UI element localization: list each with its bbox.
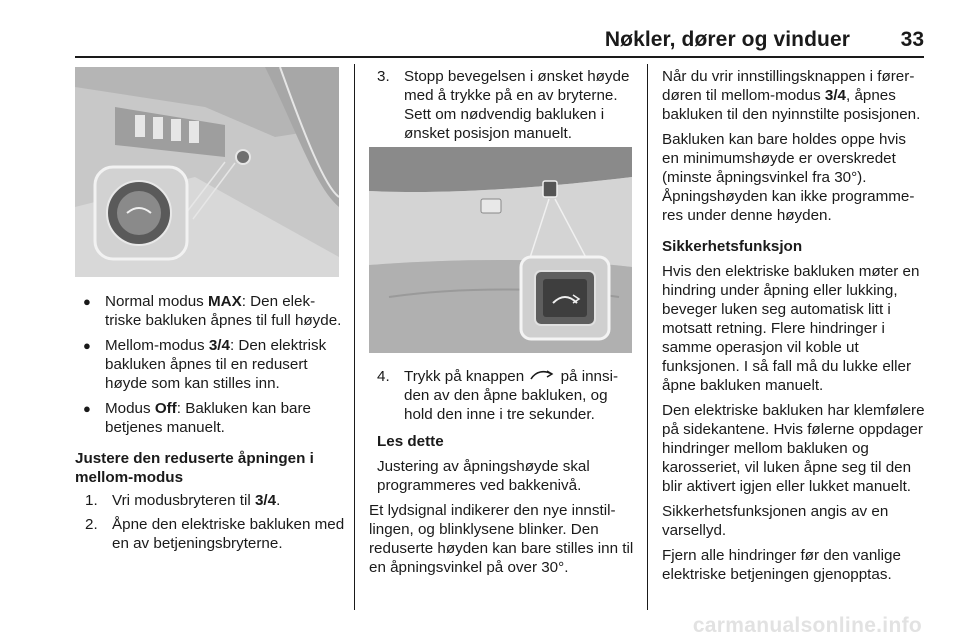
bullet-text: Modus xyxy=(105,400,155,417)
step-text: på innsiden av den åpne bakluken, og hold den inne i tre sekunder. xyxy=(404,368,619,424)
page-header-title: Nøkler, dører og vinduer xyxy=(604,28,850,51)
bullet-bold: MAX xyxy=(207,293,242,310)
note-text: Justering av åpningshøyde skal programmeres ved bakkenivå. xyxy=(377,458,590,495)
bullet-dot: ● xyxy=(83,294,91,309)
tailgate-symbol-icon xyxy=(530,367,554,386)
step-number: 3. xyxy=(377,68,390,85)
door-switch-drawing xyxy=(75,67,339,277)
column-divider xyxy=(354,64,355,610)
bullet-item xyxy=(75,292,345,330)
note-box xyxy=(377,432,637,495)
step-text: Vri modusbryteren til xyxy=(112,492,255,509)
tailgate-drawing xyxy=(369,147,632,353)
section-heading: Justere den reduserte åpningen i mellom-modus xyxy=(75,450,314,486)
bullet-item xyxy=(75,336,345,393)
column-1 xyxy=(75,292,345,558)
paragraph: Et lydsignal indikerer den nye innstillingen, og blinklysene blinker. Den reduserte høyden kan bare stilles inn til en åpningsvinkel på over 30°. xyxy=(369,502,634,577)
step-bold: 3/4 xyxy=(254,492,277,509)
step-number: 4. xyxy=(377,368,390,385)
step-number: 2. xyxy=(85,516,98,533)
tailgate-button-illustration xyxy=(369,147,632,353)
column-2-bottom xyxy=(369,367,637,583)
section-heading: Sikkerhetsfunksjon xyxy=(662,238,803,255)
bullet-text: Normal modus xyxy=(105,293,208,310)
bullet-dot: ● xyxy=(83,338,91,353)
bullet-text: Mellom-modus xyxy=(105,337,209,354)
door-switch-illustration xyxy=(75,67,339,277)
page-number: 33 xyxy=(900,28,924,51)
step-number: 1. xyxy=(85,492,98,509)
paragraph: Hvis den elektriske bakluken møter en hindring under åpning eller lukking, beveger luken seg automatisk litt i motsatt retning. Flere hindringer i samme operasjon vil koble ut funksjonen. I så fall må du lukke eller åpne bakluken manuelt. xyxy=(662,263,920,394)
numbered-step xyxy=(377,67,637,143)
step-text: Åpne den elektriske bakluken med en av betjeningsbryterne. xyxy=(112,516,345,552)
paragraph: Sikkerhetsfunksjonen angis av en varsellyd. xyxy=(662,503,889,539)
note-heading: Les dette xyxy=(377,433,444,451)
numbered-step xyxy=(377,367,637,424)
numbered-step xyxy=(85,515,345,553)
step-text: . xyxy=(276,492,281,509)
bullet-bold: 3/4 xyxy=(208,337,230,354)
paragraph: Fjern alle hindringer før den vanlige elektriske betjeningen gjenopptas. xyxy=(662,547,901,583)
bullet-dot: ● xyxy=(83,401,91,416)
paragraph xyxy=(662,67,926,124)
paragraph-text: Når du vrir innstillingsknappen i førerdøren til mellom-modus xyxy=(662,68,915,104)
column-divider xyxy=(647,64,648,610)
numbered-step xyxy=(85,491,345,510)
bullet-text: : Bakluken kan bare betjenes manuelt. xyxy=(105,400,311,436)
step-text: Stopp bevegelsen i ønsket høyde med å trykke på en av bryterne. Sett om nødvendig bakluken i ønsket posisjon manuelt. xyxy=(404,68,630,142)
bullet-bold: Off xyxy=(154,400,177,417)
step-text: Trykk på knappen xyxy=(404,368,529,385)
column-2-top xyxy=(369,67,637,148)
paragraph: Bakluken kan bare holdes oppe hvis en minimumshøyde er overskredet (minste åpningsvinkel fra 30°). Åpningshøyden kan ikke programmeres under denne høyden. xyxy=(662,131,915,224)
bullet-text: : Den elektrisk bakluken åpnes til en redusert høyde som kan stilles inn. xyxy=(105,337,327,392)
column-3 xyxy=(662,67,926,590)
paragraph-text: , åpnes bakluken til den nyinnstilte posisjonen. xyxy=(662,87,921,123)
bullet-item xyxy=(75,399,345,437)
watermark: carmanualsonline.info xyxy=(692,614,922,637)
header-rule xyxy=(75,56,924,58)
paragraph: Den elektriske bakluken har klemfølere på sidekantene. Hvis følerne oppdager hindringer mellom bakluken og karosseriet, vil luken åpne seg til den blir aktivert igjen eller lukket manuelt. xyxy=(662,402,925,495)
bullet-text: : Den elektriske bakluken åpnes til full høyde. xyxy=(105,293,342,329)
paragraph-bold: 3/4 xyxy=(824,87,847,104)
